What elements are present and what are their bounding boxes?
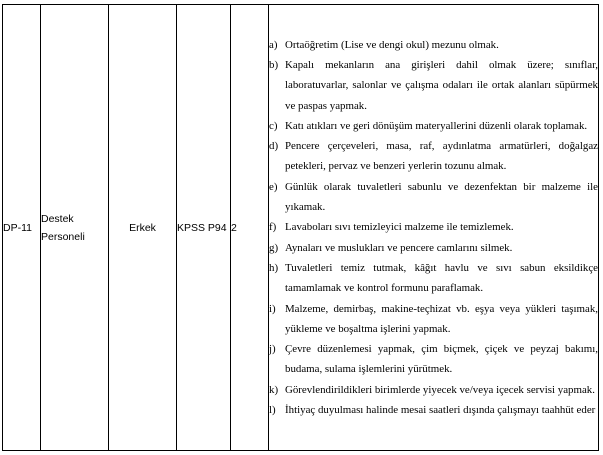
list-item-letter: h): [269, 261, 279, 274]
list-item-letter: k): [269, 383, 279, 396]
list-item: [269, 400, 598, 420]
list-item-letter: e): [269, 180, 278, 193]
list-item-text: Aynaları ve muslukları ve pencere camlarını silmek.: [285, 241, 513, 254]
list-item: [269, 177, 598, 218]
list-item-text: Görevlendirildikleri birimlerde yiyecek ve/veya içecek servisi yapmak.: [285, 383, 595, 396]
list-item-text: Katı atıkları ve geri dönüşüm materyallerini düzenli olarak toplamak.: [285, 119, 588, 132]
list-item-text: Ortaöğretim (Lise ve dengi okul) mezunu olmak.: [285, 38, 499, 51]
list-item: [269, 238, 598, 258]
list-item: [269, 116, 598, 136]
list-item-text: Tuvaletleri temiz tutmak, kâğıt havlu ve sıvı sabun eksildikçe tamamlamak ve kontrol formunu paraflamak.: [285, 261, 598, 295]
list-item-text: Çevre düzenlemesi yapmak, çim biçmek, çiçek ve peyzaj bakımı, budama, sulama işlemlerini yürütmek.: [285, 343, 598, 376]
list-item-text: Günlük olarak tuvaletleri sabunlu ve dezenfektan bir malzeme ile yıkamak.: [285, 180, 598, 214]
list-item-letter: b): [269, 58, 279, 71]
requirements-list: [269, 5, 599, 451]
position-quantity: 2: [231, 5, 269, 451]
list-item-text: Kapalı mekanların ana girişleri dahil olmak üzere; sınıflar, laboratuvarlar, salonlar ve çalışma odaları ile ortak alanları süpürmek ve paspas yapmak.: [285, 58, 598, 112]
list-item-letter: l): [269, 404, 276, 417]
position-code: DP-11: [3, 5, 41, 451]
list-item-letter: c): [269, 119, 278, 132]
position-title: Destek Personeli: [41, 5, 109, 451]
list-item: [269, 136, 598, 177]
gender-requirement: Erkek: [109, 5, 177, 451]
list-item-letter: f): [269, 221, 277, 234]
list-item-text: Malzeme, demirbaş, makine-teçhizat vb. eşya veya yükleri taşımak, yükleme ve boşaltma işlerini yapmak.: [285, 302, 598, 335]
list-item-letter: i): [269, 302, 276, 315]
list-item: [269, 299, 598, 340]
list-item-letter: g): [269, 241, 279, 254]
list-item-text: Pencere çerçeveleri, masa, raf, aydınlatma armatürleri, doğalgaz petekleri, pervaz ve benzeri yerlerin tozunu almak.: [285, 140, 598, 173]
kpss-score-type: KPSS P94: [177, 5, 231, 451]
list-item-text: Lavaboları sıvı temizleyici malzeme ile temizlemek.: [285, 221, 514, 234]
list-item: [269, 35, 598, 55]
list-item-text: İhtiyaç duyulması halinde mesai saatleri dışında çalışmayı taahhüt eder: [285, 404, 596, 417]
list-item-letter: a): [269, 38, 278, 51]
list-item: [269, 380, 598, 400]
table-row: [3, 5, 599, 451]
list-item: [269, 339, 598, 380]
list-item: [269, 217, 598, 237]
list-item-letter: j): [269, 343, 276, 356]
position-table: [2, 4, 599, 451]
list-item: [269, 55, 598, 116]
list-item: [269, 258, 598, 299]
list-item-letter: d): [269, 140, 279, 153]
